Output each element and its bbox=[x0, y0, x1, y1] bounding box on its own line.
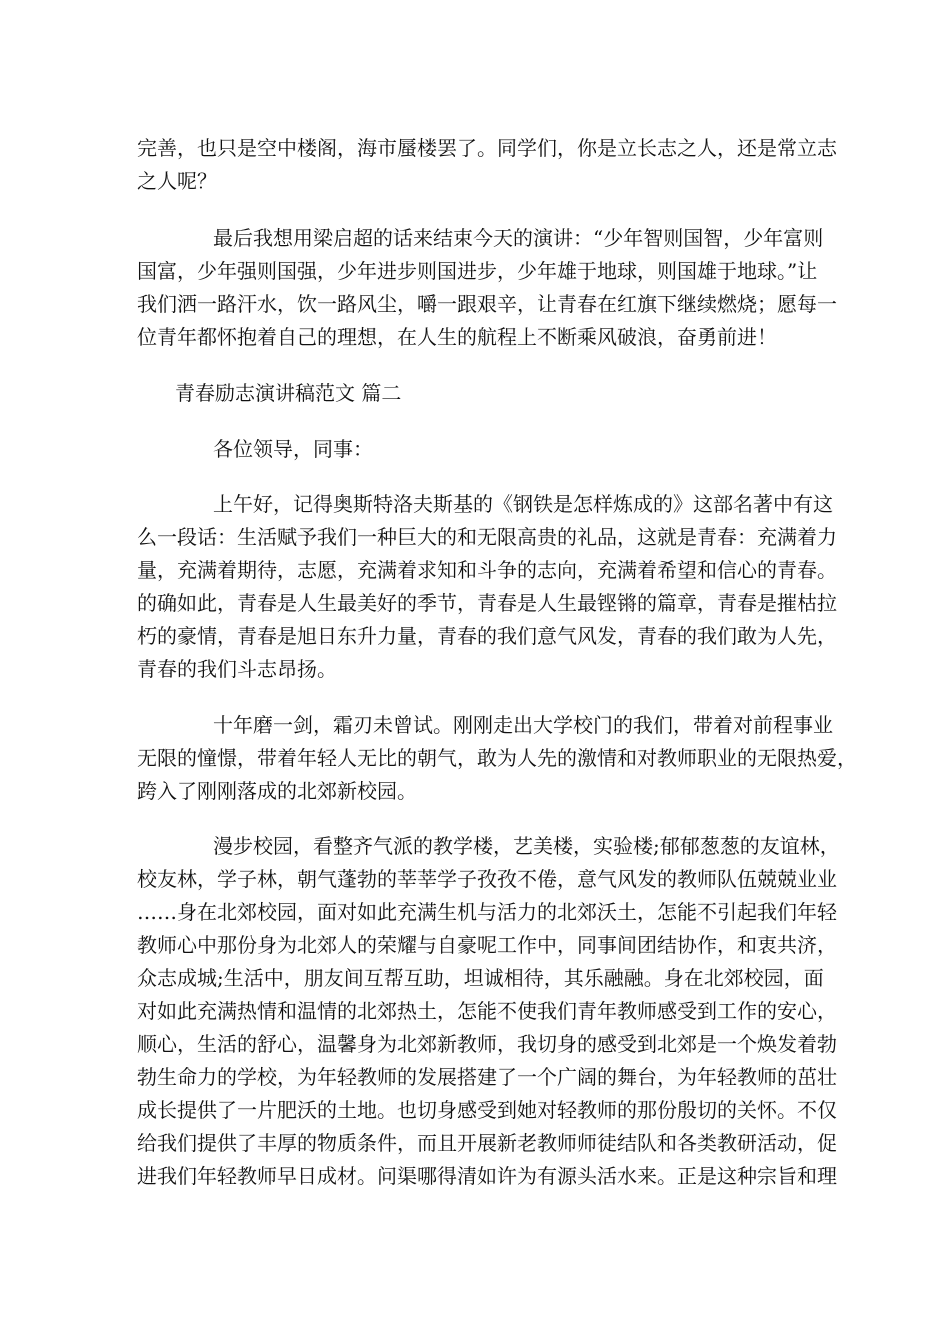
paragraph-line: 教师心中那份身为北郊人的荣耀与自豪呢工作中，同事间团结协作，和衷共济， bbox=[137, 933, 837, 957]
paragraph-line: 上午好，记得奥斯特洛夫斯基的《钢铁是怎样炼成的》这部名著中有这 bbox=[213, 492, 833, 516]
paragraph-line: 青春的我们斗志昂扬。 bbox=[137, 657, 337, 681]
paragraph-line: 么一段话：生活赋予我们一种巨大的和无限高贵的礼品，这就是青春：充满着力 bbox=[137, 525, 837, 549]
paragraph-line: 国富，少年强则国强，少年进步则国进步，少年雄于地球，则国雄于地球。”让 bbox=[137, 259, 818, 283]
paragraph-line: 进我们年轻教师早日成材。问渠哪得清如许为有源头活水来。正是这种宗旨和理 bbox=[137, 1164, 837, 1188]
salutation-line: 各位领导，同事： bbox=[213, 437, 373, 461]
paragraph-line: 最后我想用梁启超的话来结束今天的演讲：“少年智则国智，少年富则 bbox=[213, 226, 824, 250]
paragraph-line: 的确如此，青春是人生最美好的季节，青春是人生最铿锵的篇章，青春是摧枯拉 bbox=[137, 591, 837, 615]
paragraph-line: 漫步校园，看整齐气派的教学楼，艺美楼，实验楼;郁郁葱葱的友谊林， bbox=[213, 834, 840, 858]
paragraph-line: 给我们提供了丰厚的物质条件，而且开展新老教师师徒结队和各类教研活动，促 bbox=[137, 1131, 837, 1155]
paragraph-line: 众志成城;生活中，朋友间互帮互助，坦诚相待，其乐融融。身在北郊校园，面 bbox=[137, 966, 824, 990]
paragraph-line: 校友林，学子林，朝气蓬勃的莘莘学子孜孜不倦，意气风发的教师队伍兢兢业业 bbox=[137, 867, 837, 891]
paragraph-line: 跨入了刚刚落成的北郊新校园。 bbox=[137, 779, 417, 803]
paragraph-line: 成长提供了一片肥沃的土地。也切身感受到她对轻教师的那份殷切的关怀。不仅 bbox=[137, 1098, 837, 1122]
paragraph-line: 对如此充满热情和温情的北郊热土，怎能不使我们青年教师感受到工作的安心， bbox=[137, 999, 837, 1023]
paragraph-line: ……身在北郊校园，面对如此充满生机与活力的北郊沃土，怎能不引起我们年轻 bbox=[137, 900, 837, 924]
paragraph-line: 朽的豪情，青春是旭日东升力量，青春的我们意气风发，青春的我们敢为人先， bbox=[137, 624, 837, 648]
paragraph-line: 之人呢？ bbox=[137, 169, 217, 193]
paragraph-line: 勃生命力的学校，为年轻教师的发展搭建了一个广阔的舞台，为年轻教师的茁壮 bbox=[137, 1065, 837, 1089]
paragraph-line: 无限的憧憬，带着年轻人无比的朝气，敢为人先的激情和对教师职业的无限热爱， bbox=[137, 746, 857, 770]
paragraph-line: 完善，也只是空中楼阁，海市蜃楼罢了。同学们，你是立长志之人，还是常立志 bbox=[137, 136, 837, 160]
paragraph-line: 我们洒一路汗水，饮一路风尘，嚼一跟艰辛，让青春在红旗下继续燃烧；愿每一 bbox=[137, 292, 837, 316]
paragraph-line: 十年磨一剑，霜刃未曾试。刚刚走出大学校门的我们，带着对前程事业 bbox=[213, 713, 833, 737]
paragraph-line: 顺心，生活的舒心，温馨身为北郊新教师，我切身的感受到北郊是一个焕发着勃 bbox=[137, 1032, 837, 1056]
section-heading: 青春励志演讲稿范文 篇二 bbox=[175, 381, 402, 405]
paragraph-line: 量，充满着期待，志愿，充满着求知和斗争的志向，充满着希望和信心的青春。 bbox=[137, 558, 837, 582]
paragraph-line: 位青年都怀抱着自己的理想，在人生的航程上不断乘风破浪，奋勇前进！ bbox=[137, 325, 777, 349]
